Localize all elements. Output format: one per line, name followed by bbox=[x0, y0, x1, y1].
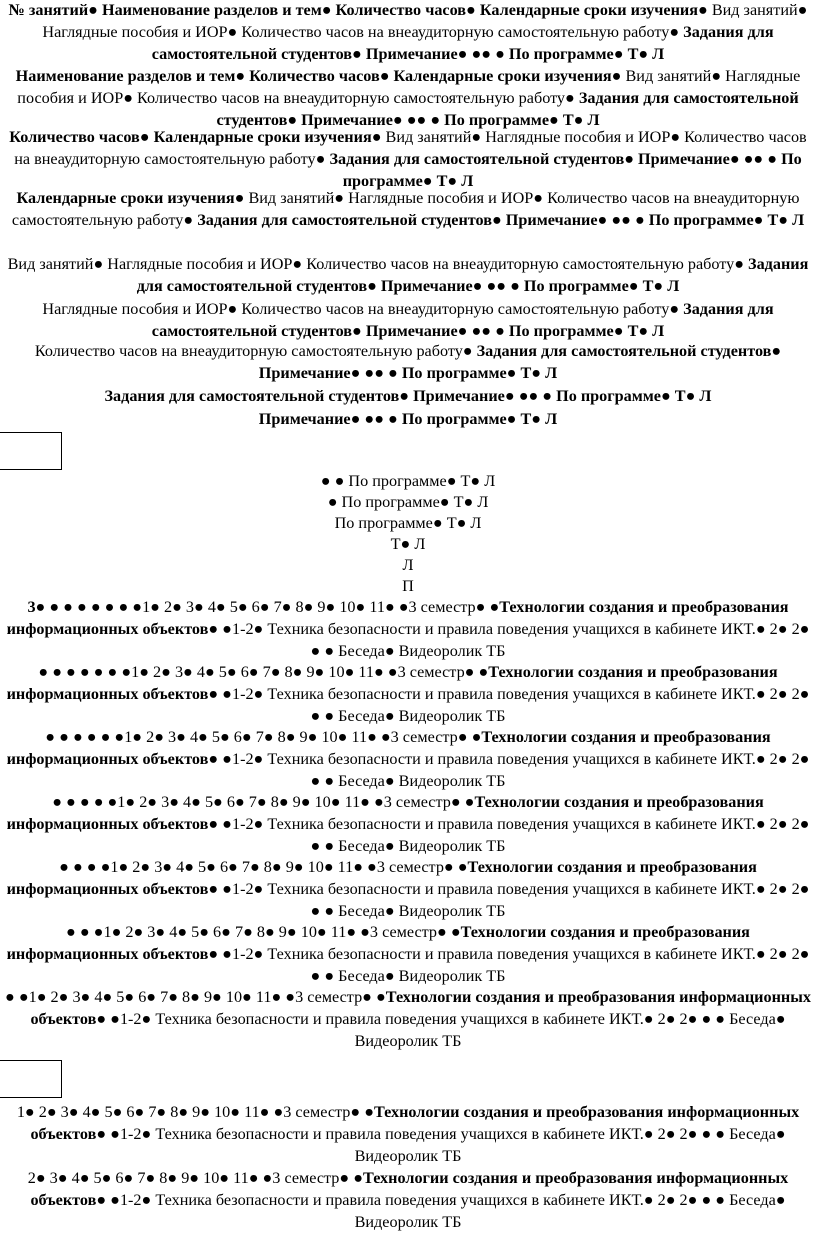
bold-run: 3● ● ● ● ● ● ● ● bbox=[27, 598, 143, 616]
bold-run: ● ● ● bbox=[66, 923, 104, 941]
text-run: 1● 2● 3● 4● 5● 6● 7● 8● 9● 10● 11● ●3 семестр● ● bbox=[16, 1103, 374, 1121]
bold-run: Технологии создания и преобразования информационных объектов● ● bbox=[6, 663, 778, 703]
bold-run: Технологии создания и преобразования информационных объектов● ● bbox=[6, 598, 789, 638]
bold-run: Задания для самостоятельной студентов● Примечание● ●● ● По программе● Т● Л bbox=[197, 210, 805, 229]
text-run: 1-2● Техника безопасности и правила поведения учащихся в кабинете ИКТ.● 2● 2● ● ● Беседа● Видеоролик ТБ bbox=[231, 879, 810, 920]
text-run: 1-2● Техника безопасности и правила поведения учащихся в кабинете ИКТ.● 2● 2● ● ● Беседа● Видеоролик ТБ bbox=[231, 619, 810, 660]
header-paragraph-8 bbox=[2, 386, 814, 408]
bold-run: № занятий● Наименование разделов и тем● Количество часов● Календарные сроки изучения● bbox=[8, 1, 708, 19]
bold-run: Технологии создания и преобразования информационных объектов● ● bbox=[6, 793, 764, 833]
table-cell-fragment bbox=[0, 432, 62, 470]
lesson-paragraph-4 bbox=[2, 792, 814, 857]
text-run: 1● 2● 3● 4● 5● 6● 7● 8● 9● 10● 11● ●3 семестр● ● bbox=[142, 598, 500, 616]
bold-run: ● ● ● ● ● ● bbox=[45, 728, 125, 746]
text-run: 2● 3● 4● 5● 6● 7● 8● 9● 10● 11● ●3 семестр● ● bbox=[27, 1169, 364, 1187]
text-run: 1-2● Техника безопасности и правила поведения учащихся в кабинете ИКТ.● 2● 2● ● ● Беседа● Видеоролик ТБ bbox=[119, 1190, 786, 1231]
text-run: 1● 2● 3● 4● 5● 6● 7● 8● 9● 10● 11● ●3 семестр● ● bbox=[117, 793, 475, 811]
bold-run: Технологии создания и преобразования информационных объектов● ● bbox=[30, 988, 811, 1028]
short-line-1: ● ● По программе● Т● Л bbox=[320, 472, 496, 490]
bold-run: ● ● ● ● ● bbox=[52, 793, 118, 811]
text-run: 1● 2● 3● 4● 5● 6● 7● 8● 9● 10● 11● ●3 семестр● ● bbox=[124, 728, 482, 746]
text-run: 1● 2● 3● 4● 5● 6● 7● 8● 9● 10● 11● ●3 семестр● ● bbox=[110, 858, 468, 876]
lesson-paragraph-6 bbox=[2, 922, 814, 987]
short-line-3: По программе● Т● Л bbox=[334, 514, 482, 532]
header-paragraph-9 bbox=[2, 409, 814, 431]
lesson-paragraph-2 bbox=[2, 662, 814, 727]
lesson-paragraph-5 bbox=[2, 857, 814, 922]
text-run: Количество часов на внеаудиторную самостоятельную работу● bbox=[34, 342, 477, 360]
text-run: 1● 2● 3● 4● 5● 6● 7● 8● 9● 10● 11● ●3 семестр● ● bbox=[103, 923, 461, 941]
short-line-2: ● По программе● Т● Л bbox=[327, 493, 489, 511]
bold-run: Технологии создания и преобразования информационных объектов● ● bbox=[6, 858, 757, 898]
text-run: 1-2● Техника безопасности и правила поведения учащихся в кабинете ИКТ.● 2● 2● ● ● Беседа● Видеоролик ТБ bbox=[231, 814, 810, 855]
header-paragraph-5 bbox=[2, 254, 814, 298]
text-run: 1-2● Техника безопасности и правила поведения учащихся в кабинете ИКТ.● 2● 2● ● ● Беседа● Видеоролик ТБ bbox=[119, 1009, 786, 1050]
lesson-paragraph-3 bbox=[2, 727, 814, 792]
bold-run: Задания для самостоятельной студентов● Примечание● ●● ● По программе● Т● Л bbox=[329, 149, 802, 190]
header-paragraph-2 bbox=[2, 66, 814, 131]
bold-run: Технологии создания и преобразования информационных объектов● ● bbox=[30, 1103, 800, 1143]
text-run: 1-2● Техника безопасности и правила поведения учащихся в кабинете ИКТ.● 2● 2● ● ● Беседа● Видеоролик ТБ bbox=[231, 944, 810, 985]
short-line-6: П bbox=[402, 577, 414, 595]
text-run: Вид занятий● Наглядные пособия и ИОР● Количество часов на внеаудиторную самостоятельную работу● bbox=[14, 128, 807, 168]
bold-run: Задания для самостоятельной студентов● Примечание● ●● ● По программе● Т● Л bbox=[151, 22, 774, 63]
bold-run: ● ● bbox=[5, 988, 29, 1006]
bold-run: Задания для самостоятельной студентов● Примечание● ●● ● По программе● Т● Л bbox=[216, 88, 799, 129]
table-cell-fragment-2 bbox=[0, 1060, 62, 1098]
text-run: 1-2● Техника безопасности и правила поведения учащихся в кабинете ИКТ.● 2● 2● ● ● Беседа● Видеоролик ТБ bbox=[231, 749, 810, 790]
bold-run: Количество часов● Календарные сроки изучения● bbox=[9, 128, 382, 146]
bold-run: Технологии создания и преобразования информационных объектов● ● bbox=[6, 923, 750, 963]
short-line-5: Л bbox=[402, 556, 414, 574]
text-run: Вид занятий● Наглядные пособия и ИОР● Количество часов на внеаудиторную самостоятельную работу● bbox=[17, 67, 801, 107]
text-run: Вид занятий● Наглядные пособия и ИОР● Количество часов на внеаудиторную самостоятельную работу● bbox=[11, 189, 800, 229]
header-paragraph-1 bbox=[2, 0, 814, 65]
text-run: Вид занятий● Наглядные пособия и ИОР● Количество часов на внеаудиторную самостоятельную работу● bbox=[42, 1, 808, 41]
text-run: 1● 2● 3● 4● 5● 6● 7● 8● 9● 10● 11● ●3 семестр● ● bbox=[28, 988, 386, 1006]
lesson-paragraph-9 bbox=[2, 1168, 814, 1233]
header-paragraph-4 bbox=[2, 188, 814, 232]
header-paragraph-6 bbox=[2, 299, 814, 343]
bold-run: Примечание● ●● ● По программе● Т● Л bbox=[258, 410, 558, 428]
header-paragraph-7 bbox=[2, 341, 814, 385]
bold-run: Технологии создания и преобразования информационных объектов● ● bbox=[6, 728, 771, 768]
text-run: 1-2● Техника безопасности и правила поведения учащихся в кабинете ИКТ.● 2● 2● ● ● Беседа● Видеоролик ТБ bbox=[119, 1124, 786, 1165]
bold-run: Задания для самостоятельной студентов● Примечание● ●● ● По программе● Т● Л bbox=[258, 342, 782, 382]
bold-run: ● ● ● ● ● ● ● bbox=[38, 663, 132, 681]
text-run: 1-2● Техника безопасности и правила поведения учащихся в кабинете ИКТ.● 2● 2● ● ● Беседа● Видеоролик ТБ bbox=[231, 684, 810, 725]
lesson-paragraph-1 bbox=[2, 597, 814, 662]
text-run: Наглядные пособия и ИОР● Количество часов на внеаудиторную самостоятельную работу● bbox=[42, 300, 684, 318]
lesson-paragraph-7 bbox=[2, 987, 814, 1052]
bold-run: Календарные сроки изучения● bbox=[16, 189, 245, 207]
lesson-paragraph-8 bbox=[2, 1102, 814, 1167]
bold-run: Задания для самостоятельной студентов● Примечание● ●● ● По программе● Т● Л bbox=[104, 387, 712, 405]
bold-run: Технологии создания и преобразования информационных объектов● ● bbox=[30, 1169, 789, 1209]
bold-run: Задания для самостоятельной студентов● Примечание● ●● ● По программе● Т● Л bbox=[136, 255, 809, 295]
short-line-4: Т● Л bbox=[390, 535, 426, 553]
bold-run: ● ● ● ● bbox=[59, 858, 111, 876]
header-paragraph-3 bbox=[2, 127, 814, 192]
text-run: 1● 2● 3● 4● 5● 6● 7● 8● 9● 10● 11● ●3 семестр● ● bbox=[131, 663, 489, 681]
text-run: Вид занятий● Наглядные пособия и ИОР● Количество часов на внеаудиторную самостоятельную работу● bbox=[7, 255, 749, 273]
bold-run: Задания для самостоятельной студентов● Примечание● ●● ● По программе● Т● Л bbox=[151, 300, 774, 340]
bold-run: Наименование разделов и тем● Количество часов● Календарные сроки изучения● bbox=[15, 67, 622, 85]
